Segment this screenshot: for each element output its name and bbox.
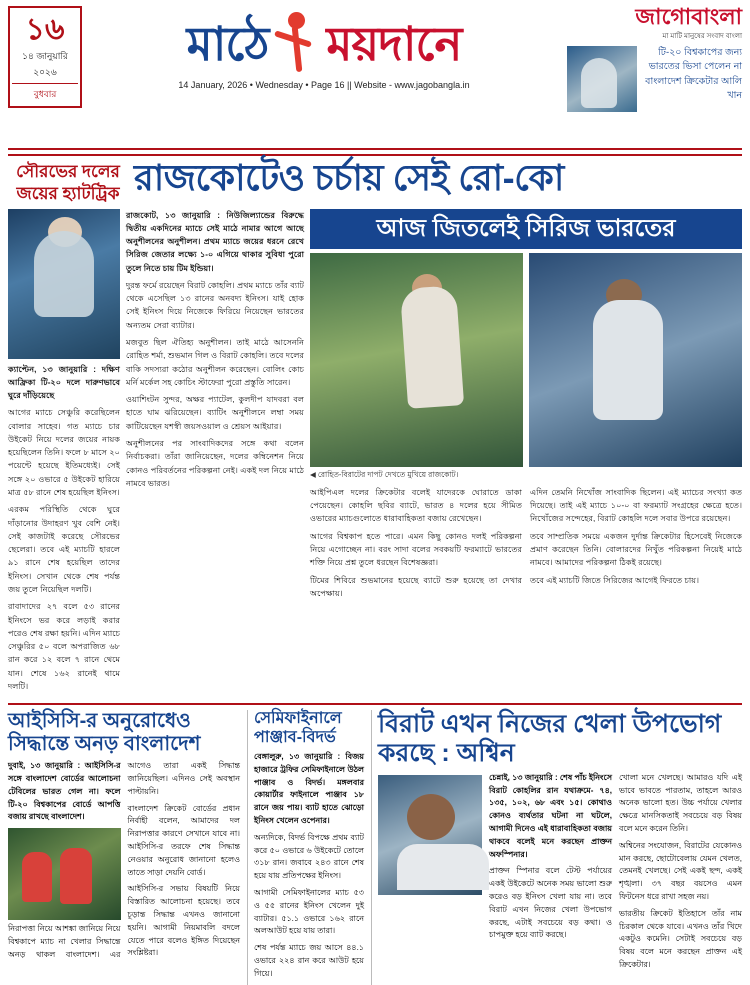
headline-row [8,159,742,205]
col3-left-0: আইপিএল দলের ক্রিকেটার বলেই যাদেরকে ঘোরাতে ডাকা পেয়েছেন। কোহলি ছবির ব্যাটে, ভারত ৪ দলের হয়ে সীমিত ওভারের ম্যাচগুলোতে ধারাবাহিকতা বজায় রেখেছেন। [310,487,522,524]
player-photo-left [310,253,523,467]
col3-left-2: টিমের শিবিরে শুভমানের হয়েছে ব্যাটে শুরু হয়েছে তা দেখার অপেক্ষায়। [310,575,522,598]
col1-dateline: ক্যাপ্টেন, ১৩ জানুয়ারি : দক্ষিণ আফ্রিকা টি-২০ দলে দারুণভাবে ঘুরে দাঁড়িয়েছে [8,364,120,401]
col2-para-2: মজবুত ছিল ঐতিহ্য অনুশীলন। তাই মাঠে আসেননি রোহিত শর্মা, শুভমান গিল ও বিরাট কোহলি। তবে দলের বাকি সদস্যরা কঠোর অনুশীলন করেছেন। বোলিং কোচ মর্নি মর্কেল সহ কোচিং স্টাফেরা পুরো প্রস্তুতি সারেন। [126,338,304,387]
story-bangladesh [8,710,240,984]
cricket-mark-icon [270,12,324,74]
photo-caption: ◀ রোহিত-বিরাটের দাপট দেখতে মুখিয়ে রাজকোট। [310,469,459,479]
logo-text-left: মাঠে [186,16,269,70]
masthead [8,6,742,150]
page-number: ১৬ [25,13,65,46]
ash-para-1: প্রাক্তন স্পিনার বলে টেস্ট পর্যায়ের একই উইকেটে অনেক সময় ভালো শুরু করেও বড় ইনিংস খেলা যায় না। তবে বিরাট এখন নিজের খেলা উপভোগ করছে, এটাই সবচেয়ে বড় কথা। ও চাপমুক্ত হয়ে ব্যাট করছে। [489,866,612,940]
ash-para-4: ভারতীয় ক্রিকেট ইতিহাসে তাঁর নাম চিরকাল থেকে যাবে। এখনও তাঁর খিদে একটুও কমেনি। সেটাই সবচেয়ে বড় বিষয় বলে মনে করছেন প্রাক্তন এই ক্রিকেটার। [619,908,742,969]
main-headline: রাজকোটেও চর্চায় সেই রো-কো [134,157,564,198]
date-year: ২০২৬ [33,66,57,77]
coach-photo [8,209,120,359]
story-bangladesh-title: আইসিসি-র অনুরোধেও সিদ্ধান্তে অনড় বাংলাদেশ [8,710,201,756]
story-ashwin [371,710,742,984]
blue-banner: আজ জিতলেই সিরিজ ভারতের [310,209,742,249]
divider [8,154,742,156]
ash-para-2: খোলা মনে খেলছে। আমারও যদি এই ভাবে ভাবতে পারতাম, তাহলে আরও অনেক ভালো হত। উচ্চ পর্যায়ে খেলার ক্ষেত্রে মানসিকতাই সবচেয়ে বড় বিষয় বলে মনে করেন তিনি। [619,772,742,833]
story-semifinal [247,710,364,984]
sf-para-3: শেষ পর্যন্ত ম্যাচে জয় আসে ৪৪.১ ওভারে ২২৪ রান করে আউট হয়ে গিয়ে। [254,943,364,978]
bd-para-3: আইসিসি-র সভায় বিষয়টি নিয়ে বিস্তারিত আলোচনা হয়েছে। তবে চূড়ান্ত সিদ্ধান্ত এখনও জানানো হয়নি। আগামী নিয়মাবলি বদলে যেতে পারে বলেও ইঙ্গিত দিয়েছেন সংশ্লিষ্টরা। [127,884,240,958]
date-full: ১৪ জানুয়ারি [22,50,68,61]
sf-dateline: বেঙ্গালুরু, ১৩ জানুয়ারি : বিজয় হাজারে ট্রফির সেমিফাইনালে উঠল পাঞ্জাব ও বিদর্ভ। মঙ্গলবার কোয়ার্টার ফাইনালে পাঞ্জাব ১৮ রানে জয় পায়। ব্যাট হাতে ঝোড়ো ইনিংস খেলেন ওপেনার। [254,752,364,826]
sf-para-1: অন্যদিকে, বিদর্ভ বিপক্ষে প্রথম ব্যাট করে ৫০ ওভারে ৬ উইকেটে তোলে ৩১৮ রান। জবাবে ২৪৩ রানে শেষ হয়ে যায় প্রতিপক্ষের ইনিংস। [254,832,364,881]
col2-dateline: রাজকোট, ১৩ জানুয়ারি : নিউজিল্যান্ডের বিরুদ্ধে দ্বিতীয় একদিনের ম্যাচে সেই মাঠে নামার আগে আছে অনুশীলনের অনুশীলন। প্রথম ম্যাচে জয়ের ধরনে রেখে সিরিজ জেতার লক্ষ্যে ১-০ এগিয়ে থাকার সুবিধা পুরো তুলে নিতে চায় টিম ইন্ডিয়া। [126,210,304,273]
col2-para-4: অনুশীলনের পর সাংবাদিকদের সঙ্গে কথা বলেন নির্বাচকরা। তাঁরা জানিয়েছেন, দলের কম্বিনেশন নিয়ে কোনও পরিবর্তনের পরিকল্পনা নেই। একই দল নিয়ে মাঠে নামবে ভারত। [126,439,304,488]
column-three [310,209,742,698]
brand-tagline: মা মাটি মানুষের সংবাদ বাংলা [662,33,742,40]
masthead-subline: 14 January, 2026 • Wednesday • Page 16 || Website - www.jagobangla.in [178,80,470,90]
masthead-logo [88,6,560,90]
lower-section [8,703,742,984]
main-content [8,209,742,698]
ash-dateline: চেন্নাই, ১৩ জানুয়ারি : শেষ পাঁচ ইনিংসে বিরাট কোহলির রান যথাক্রমে- ৭৪, ১৩৫, ১০২, ৬৮ এবং ১৫। কোথাও কোনও ব্যর্থতার ঘটনা না ঘটলে, আগামী দিনেও এই ধারাবাহিকতা বজায় থাকবে বলেই মনে করছেন প্রাক্তন অফস্পিনার। [489,772,612,859]
ashwin-photo [378,775,482,895]
column-two [126,209,304,698]
col1-para-0: আগের ম্যাচে সেঞ্চুরি করেছিলেন বোলার সাহেব। গত ম্যাচে চার উইকেট নিয়ে দলের জয়ের নায়ক হয়েছিলেন তিনি। ফলে ৮ মাসে ২০ পয়েন্টে হয়েছে ইতিমধ্যেই। সেই সঙ্গে ২০ ওভারে ৫ উইকেট হারিয়ে মাত্র ৫৮ রানে শেষ হয়েছিল ইনিংস। [8,408,120,498]
side-headline: সৌরভের দলের জয়ের হ্যাটট্রিক [16,162,120,203]
col3-right-1: তবে সাম্প্রতিক সময়ে একজন দুর্দান্ত ক্রিকেটার হিসেবেই নিজেকে প্রমাণ করেছেন তিনি। বোলারদের নিখুঁত পরিকল্পনা নিয়েই মাঠে নামবে। আমাদের পরিকল্পনা ঠিকই রয়েছে। [530,531,742,568]
col3-left-1: আগের বিশ্বকাপ হতে পারে। এমন কিছু কোনও দলই পরিকল্পনা নিয়ে এগোচ্ছেন না। বরং সাদা বলের সবকয়টি ফরম্যাটে ভারতের শক্তি নিয়ে প্রশ্ন তুলে ধরছেন বিশেষজ্ঞরা। [310,531,522,568]
bangladesh-team-photo [8,828,121,920]
sf-para-2: আগামী সেমিফাইনালের ম্যাচ ৫৩ ও ৫৫ রানের ইনিংস খেলেন দুই ব্যাটার। ৫১.১ ওভারে ১৬২ রানে অলআউট হয়ে যায় তারা। [254,888,364,936]
player-photo-right [529,253,742,467]
bd-dateline: দুবাই, ১৩ জানুয়ারি : আইসিসি-র সঙ্গে বাংলাদেশ বোর্ডের আলোচনা টেবিলের ভারত গেল না। ফলে টি-২০ বিশ্বকাপের বোর্ডে আপত্তি বজায় রাখছে বাংলাদেশ। [8,761,121,822]
story-ashwin-title: বিরাট এখন নিজের খেলা উপভোগ করছে : অশ্বিন [378,710,722,767]
col1-para-1: এরকম পরিস্থিতি থেকে ঘুরে দাঁড়ানোর উদাহরণ খুব বেশি নেই। সেই কাজটাই করেছে সৌরভের ছেলেরা। তবে এই ম্যাচটি হারলে ৯১ রানে শেষ হয়েছিল তাদের ইনিংস। সেখান থেকে শেষ পর্যন্ত জয় তুলে নিয়েছিল দলটি। [8,505,120,594]
logo-text-right: ময়দানে [326,16,462,70]
flash-text: টি-২০ বিশ্বকাপের জন্য ভারতের ভিসা পেলেন না বাংলাদেশ ক্রিকেটার আলি খান [645,47,742,101]
date-box [8,6,82,108]
col1-para-2: রাবাদাদের ২৭ বলে ৫৩ রানের ইনিংসে ভর করে লড়াই করার পরেও শেষ রক্ষা হয়নি। এদিন ম্যাচে সেঞ্চুরির ৫০ বলে অপরাজিত ৬৮ রান করে ১২ বলে ৭ রানে থেমে যান। শেষে ১৬২ রানেই থামে দলটি। [8,602,120,691]
col3-right-2: তবে এই ম্যাচটি জিতে সিরিজের আগেই ফিরতে চায়। [530,575,700,585]
column-one [8,209,120,698]
brand-block [566,6,742,112]
bd-para-2: বাংলাদেশ ক্রিকেট বোর্ডের প্রধান নির্বাহী বলেন, আমাদের দল নিরাপত্তার কারণে সেখানে যাবে না। আইসিসি-র তরফে শেষ সিদ্ধান্ত নেওয়ার অনুরোধ জানানো হলেও তাতে সাড়া দেয়নি বোর্ড। [127,803,240,877]
col3-body [310,486,742,600]
story-semifinal-title: সেমিফাইনালে পাঞ্জাব-বিদর্ভ [254,710,342,746]
flash-photo [567,46,637,112]
bd-para-1: নিরাপত্তা নিয়ে আশঙ্কা জানিয়ে নিয়ে বিশ্বকাপে ম্যাচ না খেলার সিদ্ধান্তে অনড় থাকল বাংলাদেশ। এর আগেও তারা একই সিদ্ধান্ত জানিয়েছিল। এদিনও সেই অবস্থান পাল্টায়নি। [8,761,240,959]
col2-para-3: ওয়াশিংটন সুন্দর, অক্ষর প্যাটেল, কুলদীপ যাদবরা বল হাতে ঘাম ঝরিয়েছেন। ব্যাটিং অনুশীলনে লম্বা সময় কাটিয়েছেন যশস্বী জয়সওয়াল ও শ্রেয়স আইয়ার। [126,395,304,431]
brand-name: জাগোবাংলা [635,4,742,29]
col3-right-0: এদিন তেমনি নিখোঁজ সাংবাদিক ছিলেন। এই ম্যাচের সংখ্যা কত দিয়েছে। তাই এই ম্যাচে ১০-০ বা ফরম্যাট সংগ্রহের ক্ষেত্রে হতে। নিখোঁজের সন্দেহের, বিরাট কোহলি দলে সবার উপরে রয়েছেন। [530,487,742,524]
col2-para-1: দুরন্ত ফর্মে রয়েছেন বিরাট কোহলি। প্রথম ম্যাচে তাঁর ব্যাট থেকে এসেছিল ১৩ রানের অনবদ্য ইনিংস। যাই হোক সেই ইনিংস দিয়ে নিজেকে ফিরিয়ে নিয়েছেন ভারতের অন্যতম সেরা ব্যাটার। [126,280,304,330]
weekday: বুধবার [12,83,78,102]
ash-para-3: অশ্বিনের সংযোজন, বিরাটের যেকোনও মান করছে, ছোটোবেলায় যেমন খেলত, তেমনই খেলছে। সেই একই ছন্দ, একই শৃঙ্খলা। ৩৭ বছর বয়সেও এমন ফিটনেস ধরে রাখা সহজ নয়। [619,840,742,901]
